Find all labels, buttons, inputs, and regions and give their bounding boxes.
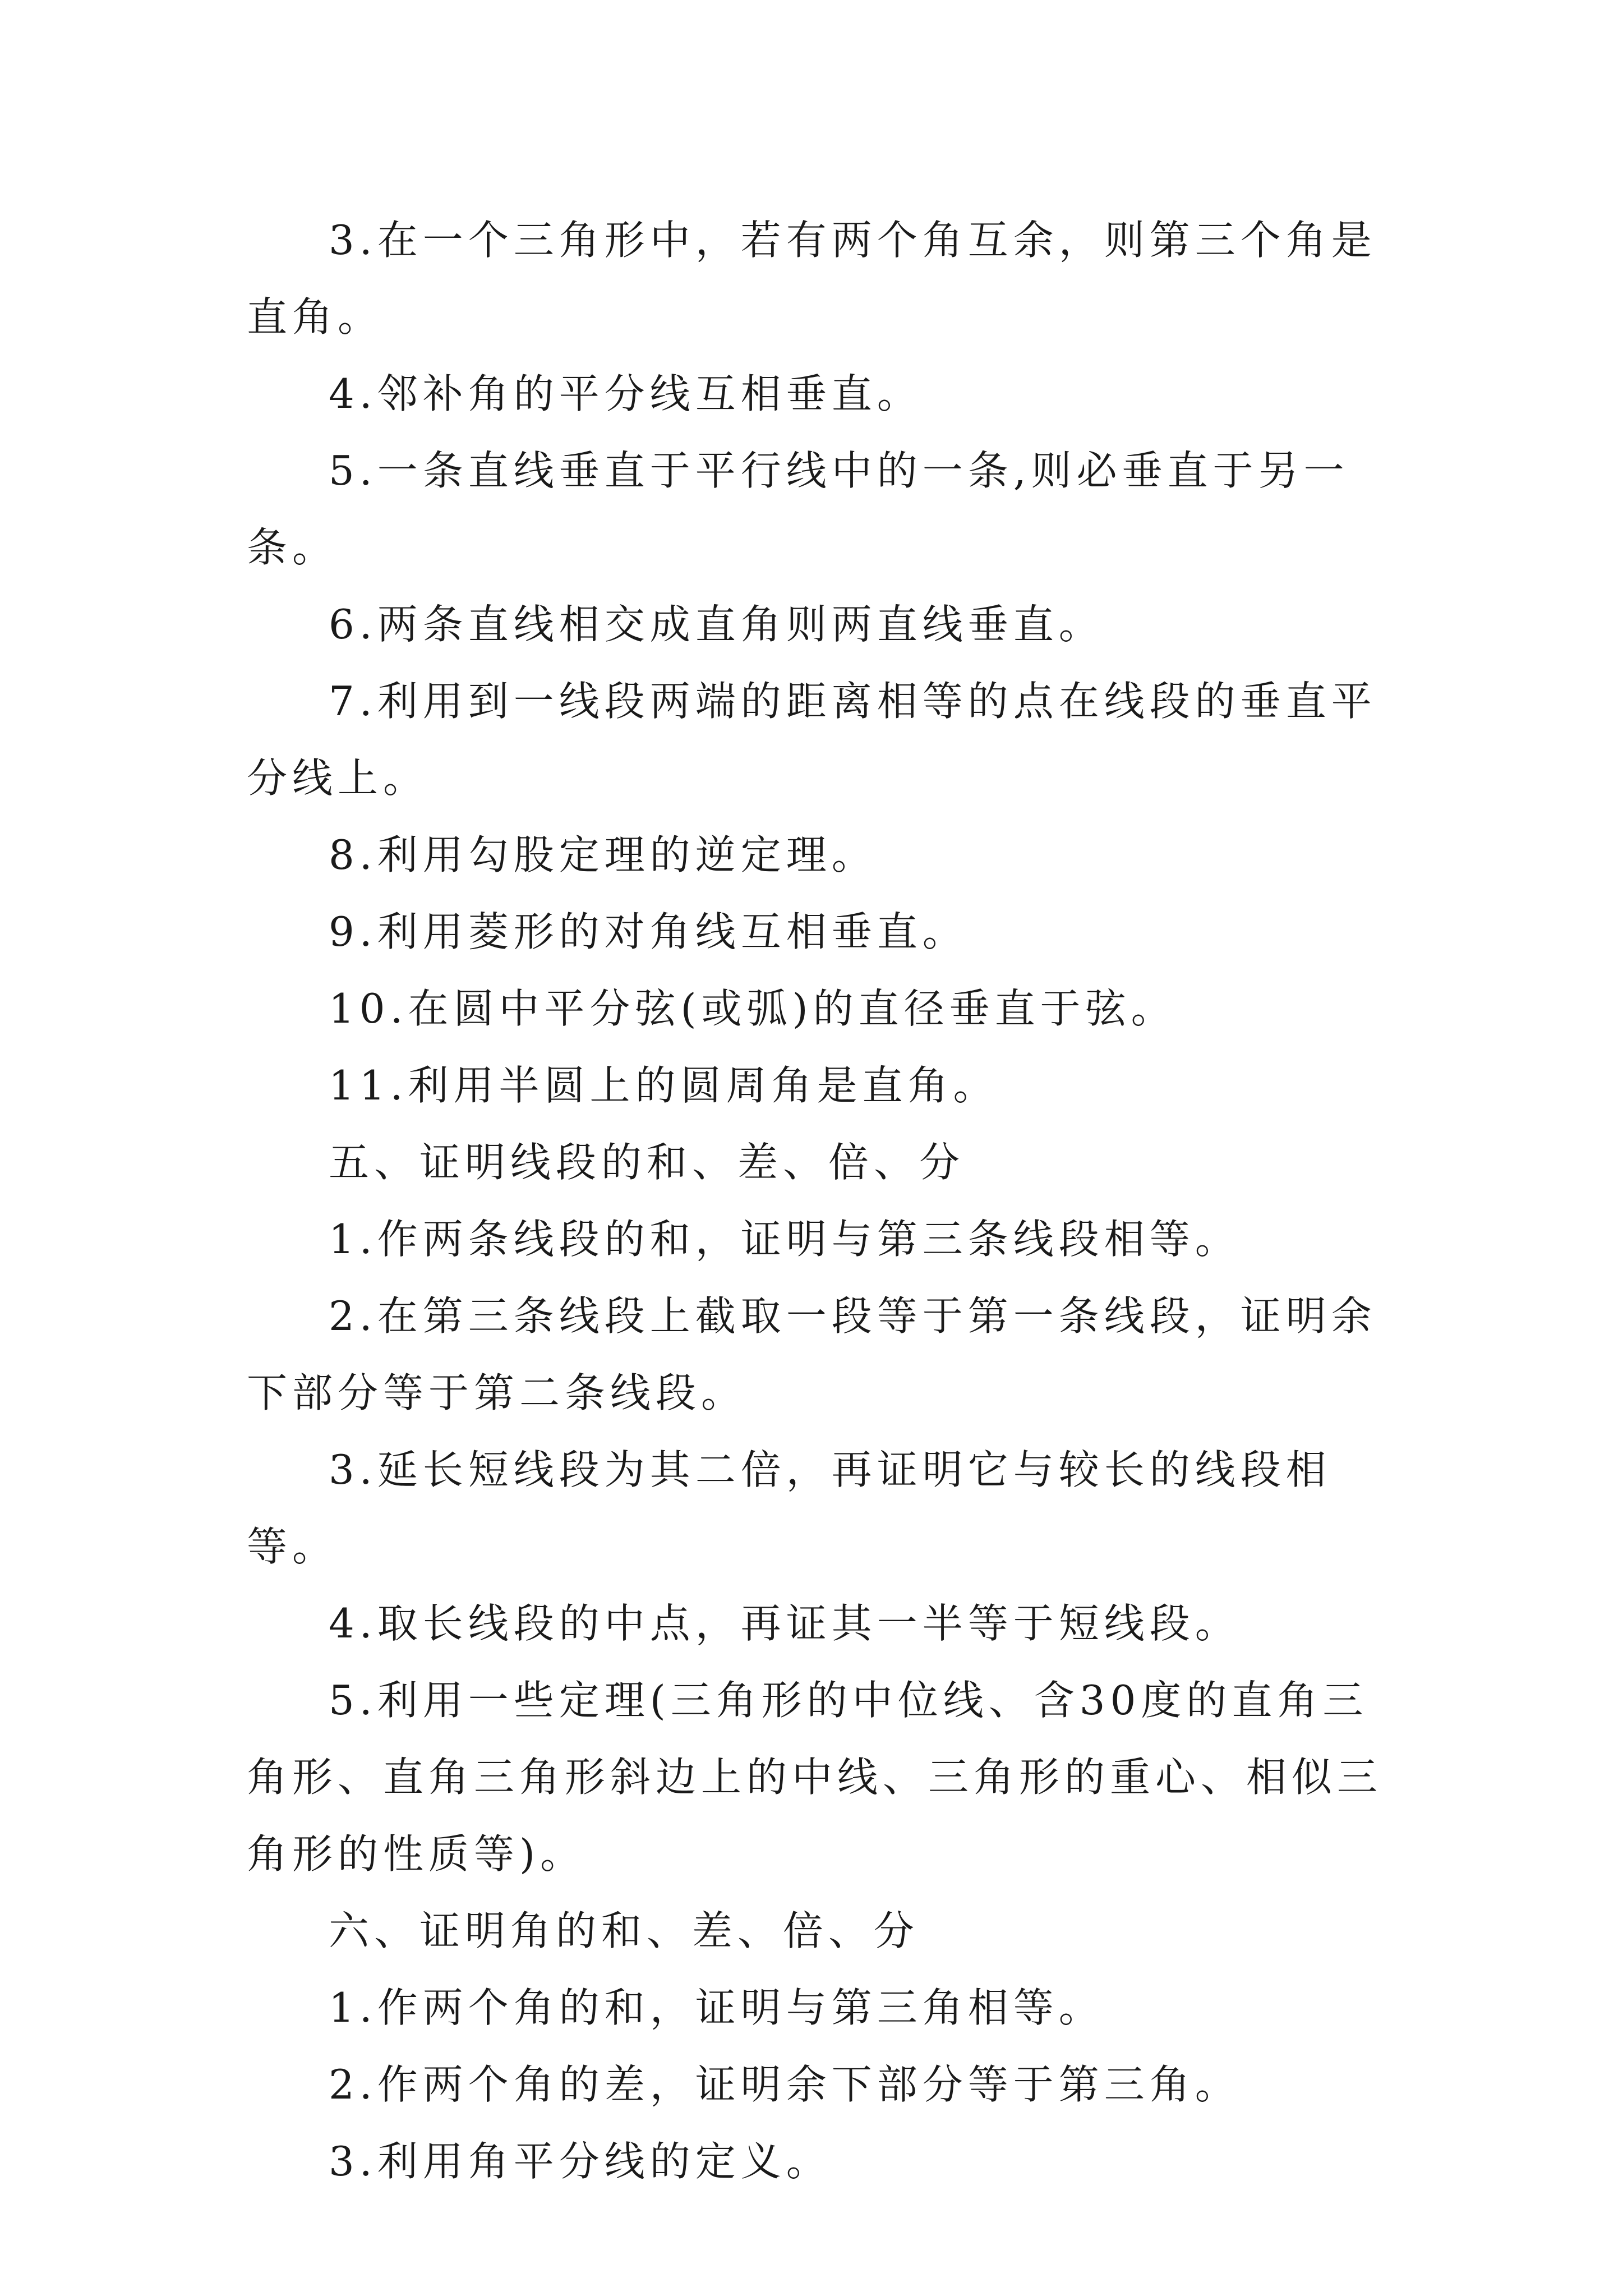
paragraph-angles-2: 2.作两个角的差，证明余下部分等于第三角。 [329,2061,1241,2108]
paragraph-perpendicular-4: 4.邻补角的平分线互相垂直。 [329,370,923,417]
paragraph-perpendicular-5: 5.一条直线垂直于平行线中的一条,则必垂直于另一条。 [247,447,1349,571]
paragraph-segments-3: 3.延长短线段为其二倍，再证明它与较长的线段相等。 [247,1446,1331,1570]
paragraph-angles-1: 1.作两个角的和，证明与第三角相等。 [329,1984,1104,2031]
paragraph-segments-5: 5.利用一些定理(三角形的中位线、含30度的直角三角形、直角三角形斜边上的中线、三角形的重心、相似三角形的性质等)。 [247,1677,1383,1878]
paragraph-perpendicular-3: 3.在一个三角形中，若有两个角互余，则第三个角是直角。 [247,217,1377,341]
paragraph-perpendicular-7: 7.利用到一线段两端的距离相等的点在线段的垂直平分线上。 [247,678,1377,802]
paragraph-perpendicular-10: 10.在圆中平分弦(或弧)的直径垂直于弦。 [329,985,1177,1032]
paragraph-perpendicular-11: 11.利用半圆上的圆周角是直角。 [329,1062,999,1109]
paragraph-perpendicular-8: 8.利用勾股定理的逆定理。 [329,831,877,878]
section-heading-angles: 六、证明角的和、差、倍、分 [329,1907,920,1954]
paragraph-segments-4: 4.取长线段的中点，再证其一半等于短线段。 [329,1600,1241,1647]
paragraph-segments-1: 1.作两条线段的和，证明与第三条线段相等。 [329,1216,1241,1263]
paragraph-angles-3: 3.利用角平分线的定义。 [329,2138,832,2185]
section-heading-segments: 五、证明线段的和、差、倍、分 [329,1139,965,1186]
paragraph-perpendicular-9: 9.利用菱形的对角线互相垂直。 [329,908,968,955]
paragraph-perpendicular-6: 6.两条直线相交成直角则两直线垂直。 [329,601,1104,648]
document-body [247,202,1391,2200]
paragraph-segments-2: 2.在第三条线段上截取一段等于第一条线段，证明余下部分等于第二条线段。 [247,1292,1377,1416]
